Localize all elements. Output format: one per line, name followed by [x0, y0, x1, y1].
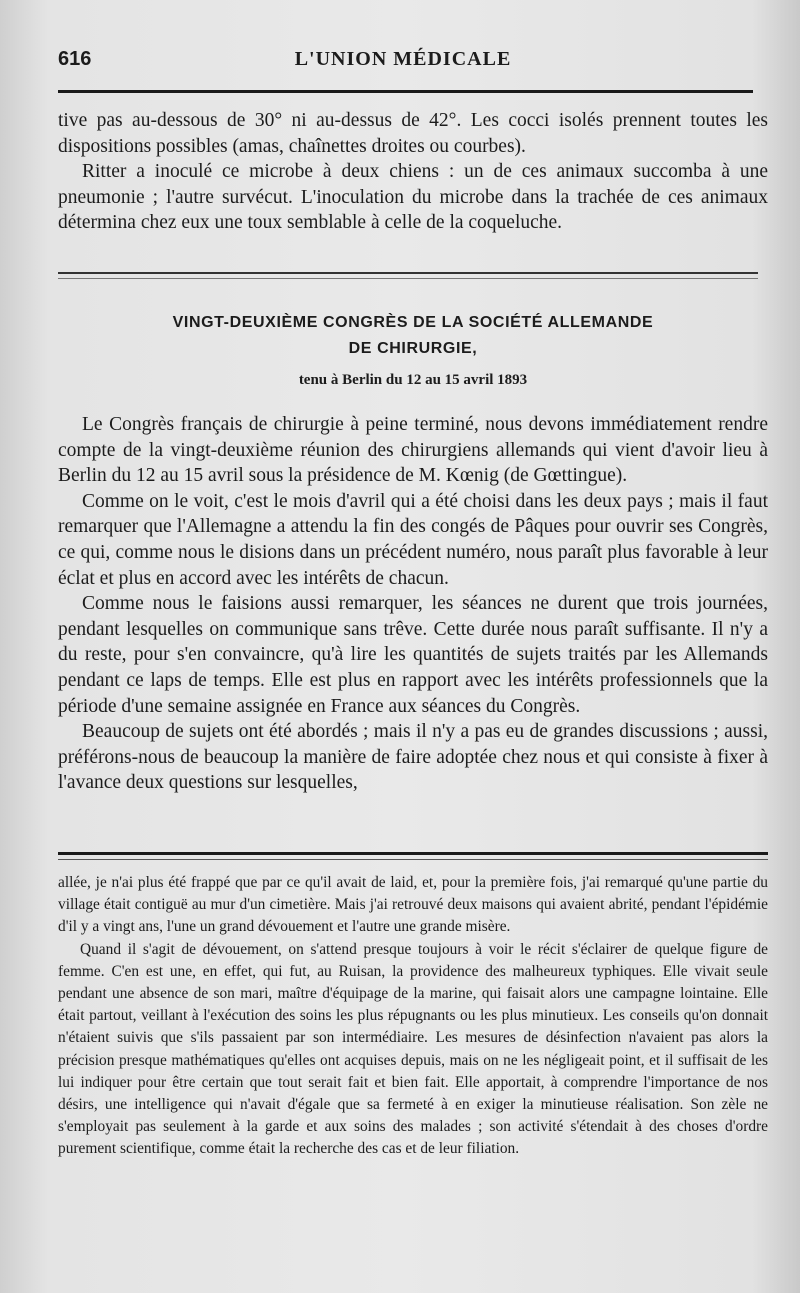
article-paragraph-4: Beaucoup de sujets ont été abordés ; mais il n'y a pas eu de grandes discussions ; aussi, préférons-nous de beaucoup la manière de faire adoptée chez nous et qui consiste à fixer à l'avance deux questions sur lesquelles, [58, 721, 768, 794]
feuilleton-paragraph-2: Quand il s'agit de dévouement, on s'attend presque toujours à voir le récit s'éclairer de quelque figure de femme. C'en est une, en effet, qui fut, au Ruisan, la providence des malheureux typhiques. Elle vivait seule pendant une absence de son mari, maître d'équipage de la marine, qui faisait alors une campagne lointaine. Elle était partout, veillant à l'exécution des soins les plus répugnants ou les plus minutieux. Les conseils qu'on donnait n'étaient suivis que s'ils passaient par son intermédiaire. Les mesures de désinfection n'avaient pas alors la précision presque mathématiques qu'elles ont acquises depuis, mais on ne les négligeait point, et il suffisait de les lui indiquer pour être certain que tout serait fait et bien fait. Elle apportait, à comprendre l'importance de nos désirs, une intelligence qui n'avait d'égale que sa fermeté à en exiger la minutieuse réalisation. Son zèle ne s'employait pas seulement à la garde et aux soins des malades ; son activité s'étendait à des choses d'ordre purement scientifique, comme était la recherche des cas et de leur filiation. [58, 940, 768, 1158]
section-divider-rule [58, 272, 758, 274]
feuilleton-divider-rule [58, 852, 768, 855]
section-divider-rule-thin [58, 278, 758, 279]
continued-paragraph-2: Ritter a inoculé ce microbe à deux chiens : un de ces animaux succomba à une pneumonie ; l'autre survécut. L'inoculation du microbe dans la trachée de ces animaux détermina chez eux une toux semblable à celle de la coqueluche. [58, 161, 768, 234]
article-heading-line-2: DE CHIRURGIE, [348, 340, 478, 357]
running-header [58, 48, 748, 78]
journal-title: L'UNION MÉDICALE [294, 48, 512, 70]
article-subheading: tenu à Berlin du 12 au 15 avril 1893 [298, 372, 528, 388]
header-rule [58, 90, 753, 93]
article-paragraph-2: Comme on le voit, c'est le mois d'avril qui a été choisi dans les deux pays ; mais il faut remarquer que l'Allemagne a attendu la fin des congés de Pâques pour ouvrir ses Congrès, ce qui, comme nous le disions dans un précédent numéro, nous paraît plus favorable à leur éclat et plus en accord avec les intérêts de chacun. [58, 490, 768, 589]
feuilleton-paragraph-1: allée, je n'ai plus été frappé que par ce qu'il avait de laid, et, pour la première fois, j'ai remarqué qu'une partie du village était contiguë au mur d'un cimetière. Mais j'ai retrouvé deux maisons qui avaient abrité, pendant l'épidémie d'il y a vingt ans, l'une un grand dévouement et l'autre une grande misère. [58, 874, 768, 936]
feuilleton-body [58, 872, 768, 1161]
continued-text-block [58, 108, 768, 236]
article-paragraph-1: Le Congrès français de chirurgie à peine terminé, nous devons immédiatement rendre compte de la vingt-deuxième réunion des chirurgiens allemands qui vient d'avoir lieu à Berlin du 12 au 15 avril sous la présidence de M. Kœnig (de Gœttingue). [58, 414, 768, 487]
article-heading-line-1: VINGT-DEUXIÈME CONGRÈS DE LA SOCIÉTÉ ALLEMANDE [172, 314, 654, 331]
article-paragraph-3: Comme nous le faisions aussi remarquer, les séances ne durent que trois journées, pendant lesquelles on communique sans trêve. Cette durée nous paraît suffisante. Il n'y a du reste, pour s'en convaincre, qu'à lire les quantités de sujets traités par les Allemands pendant ce laps de temps. Elle est plus en rapport avec les intérêts professionnels que la période d'une semaine assignée en France aux séances du Congrès. [58, 593, 768, 717]
continued-paragraph-1: tive pas au-dessous de 30° ni au-dessus de 42°. Les cocci isolés prennent toutes les dispositions possibles (amas, chaînettes droites ou courbes). [58, 110, 768, 157]
article-body [58, 412, 768, 796]
page-number: 616 [58, 48, 92, 70]
feuilleton-divider-rule-thin [58, 859, 768, 860]
